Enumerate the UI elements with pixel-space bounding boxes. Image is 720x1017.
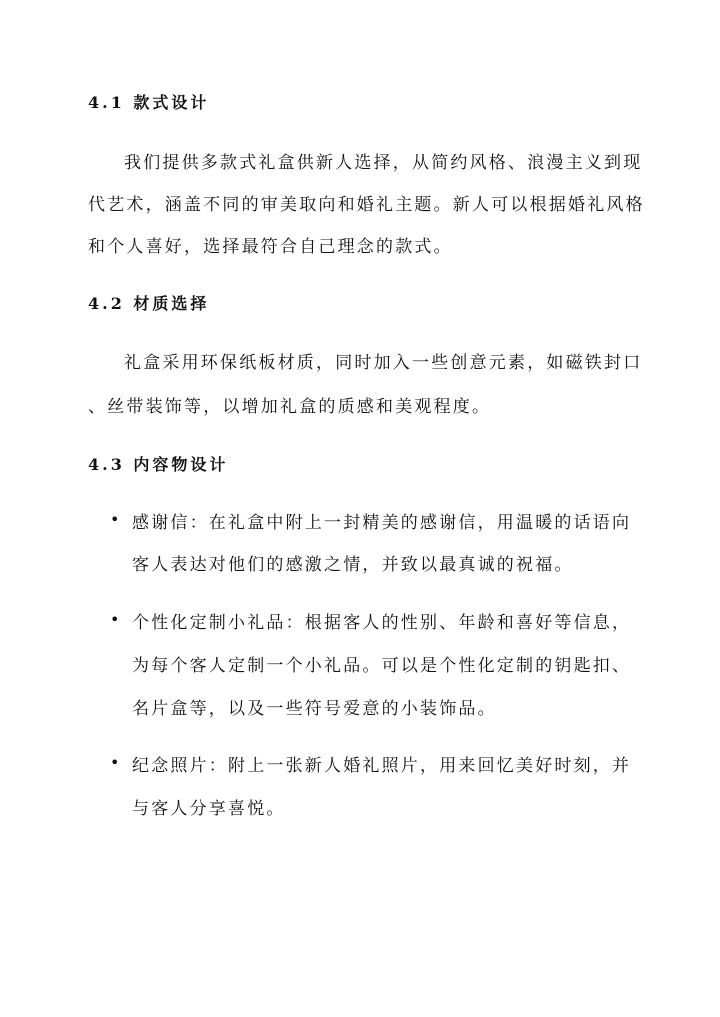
list-item-line: 纪念照片：附上一张新人婚礼照片，用来回忆美好时刻，并 — [132, 756, 632, 776]
bullet-marker: • — [110, 510, 120, 529]
paragraph-line: 代艺术，涵盖不同的审美取向和婚礼主题。新人可以根据婚礼风格 — [88, 195, 645, 215]
list-item-line: 客人表达对他们的感激之情，并致以最真诚的祝福。 — [132, 555, 574, 575]
section-heading-4-1: 4.1 款式设计 — [88, 93, 210, 112]
paragraph-line: 和个人喜好，选择最符合自己理念的款式。 — [88, 237, 453, 257]
list-item-line: 为每个客人定制一个小礼品。可以是个性化定制的钥匙扣、 — [132, 656, 632, 676]
list-item-line: 个性化定制小礼品：根据客人的性别、年龄和喜好等信息， — [132, 613, 632, 633]
bullet-marker: • — [110, 753, 120, 772]
bullet-marker: • — [110, 610, 120, 629]
section-heading-4-2: 4.2 材质选择 — [88, 294, 210, 313]
list-item-line: 名片盒等，以及一些符号爱意的小装饰品。 — [132, 699, 497, 719]
list-item-line: 与客人分享喜悦。 — [132, 799, 286, 819]
paragraph-line: 礼盒采用环保纸板材质，同时加入一些创意元素，如磁铁封口 — [124, 353, 643, 373]
list-item-line: 感谢信：在礼盒中附上一封精美的感谢信，用温暖的话语向 — [132, 513, 632, 533]
section-heading-4-3: 4.3 内容物设计 — [88, 455, 229, 474]
paragraph-line: 、丝带装饰等，以增加礼盒的质感和美观程度。 — [88, 397, 492, 417]
paragraph-line: 我们提供多款式礼盒供新人选择，从简约风格、浪漫主义到现 — [124, 153, 643, 173]
